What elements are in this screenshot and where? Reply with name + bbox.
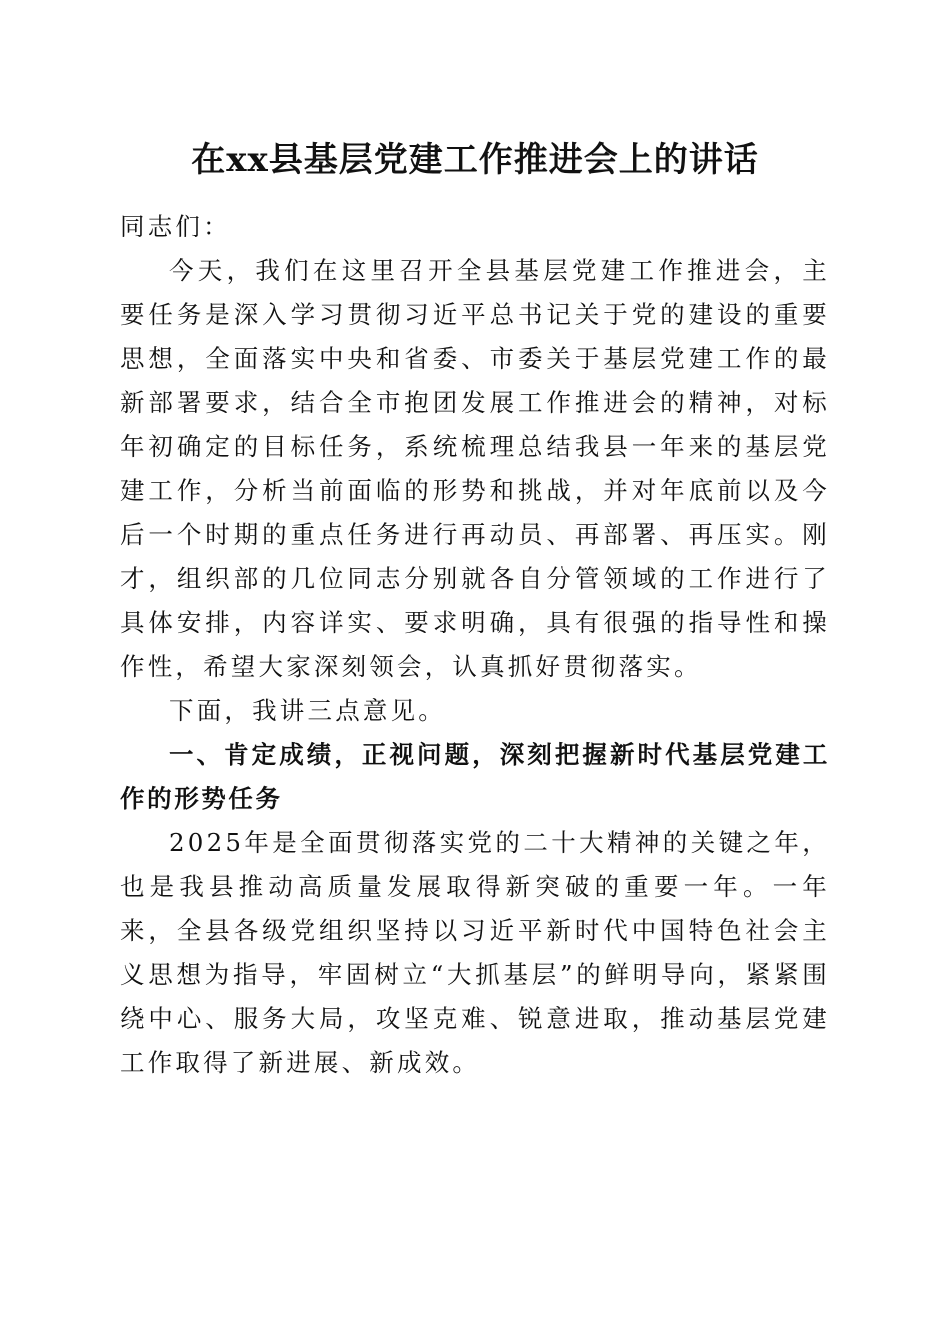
salutation: 同志们： [120, 212, 231, 241]
section-paragraph: 2025年是全面贯彻落实党的二十大精神的关键之年，也是我县推动高质量发展取得新突破的重要一年。一年来，全县各级党组织坚持以习近平新时代中国特色社会主义思想为指导，牢固树立“大抓基层”的鲜明导向，紧紧围绕中心、服务大局，攻坚克难、锐意进取，推动基层党建工作取得了新进展、新成效。 [120, 828, 830, 1077]
body-paragraph-intro: 今天，我们在这里召开全县基层党建工作推进会，主要任务是深入学习贯彻习近平总书记关于党的建设的重要思想，全面落实中央和省委、市委关于基层党建工作的最新部署要求，结合全市抱团发展工作推进会的精神，对标年初确定的目标任务，系统梳理总结我县一年来的基层党建工作，分析当前面临的形势和挑战，并对年底前以及今后一个时期的重点任务进行再动员、再部署、再压实。刚才，组织部的几位同志分别就各自分管领域的工作进行了具体安排，内容详实、要求明确，具有很强的指导性和操作性，希望大家深刻领会，认真抓好贯彻落实。 [120, 256, 830, 681]
document-body [120, 205, 830, 1085]
section-heading: 一、肯定成绩，正视问题，深刻把握新时代基层党建工作的形势任务 [120, 740, 830, 813]
document-title: 在xx县基层党建工作推进会上的讲话 [191, 140, 759, 180]
body-paragraph-transition: 下面，我讲三点意见。 [169, 696, 446, 725]
